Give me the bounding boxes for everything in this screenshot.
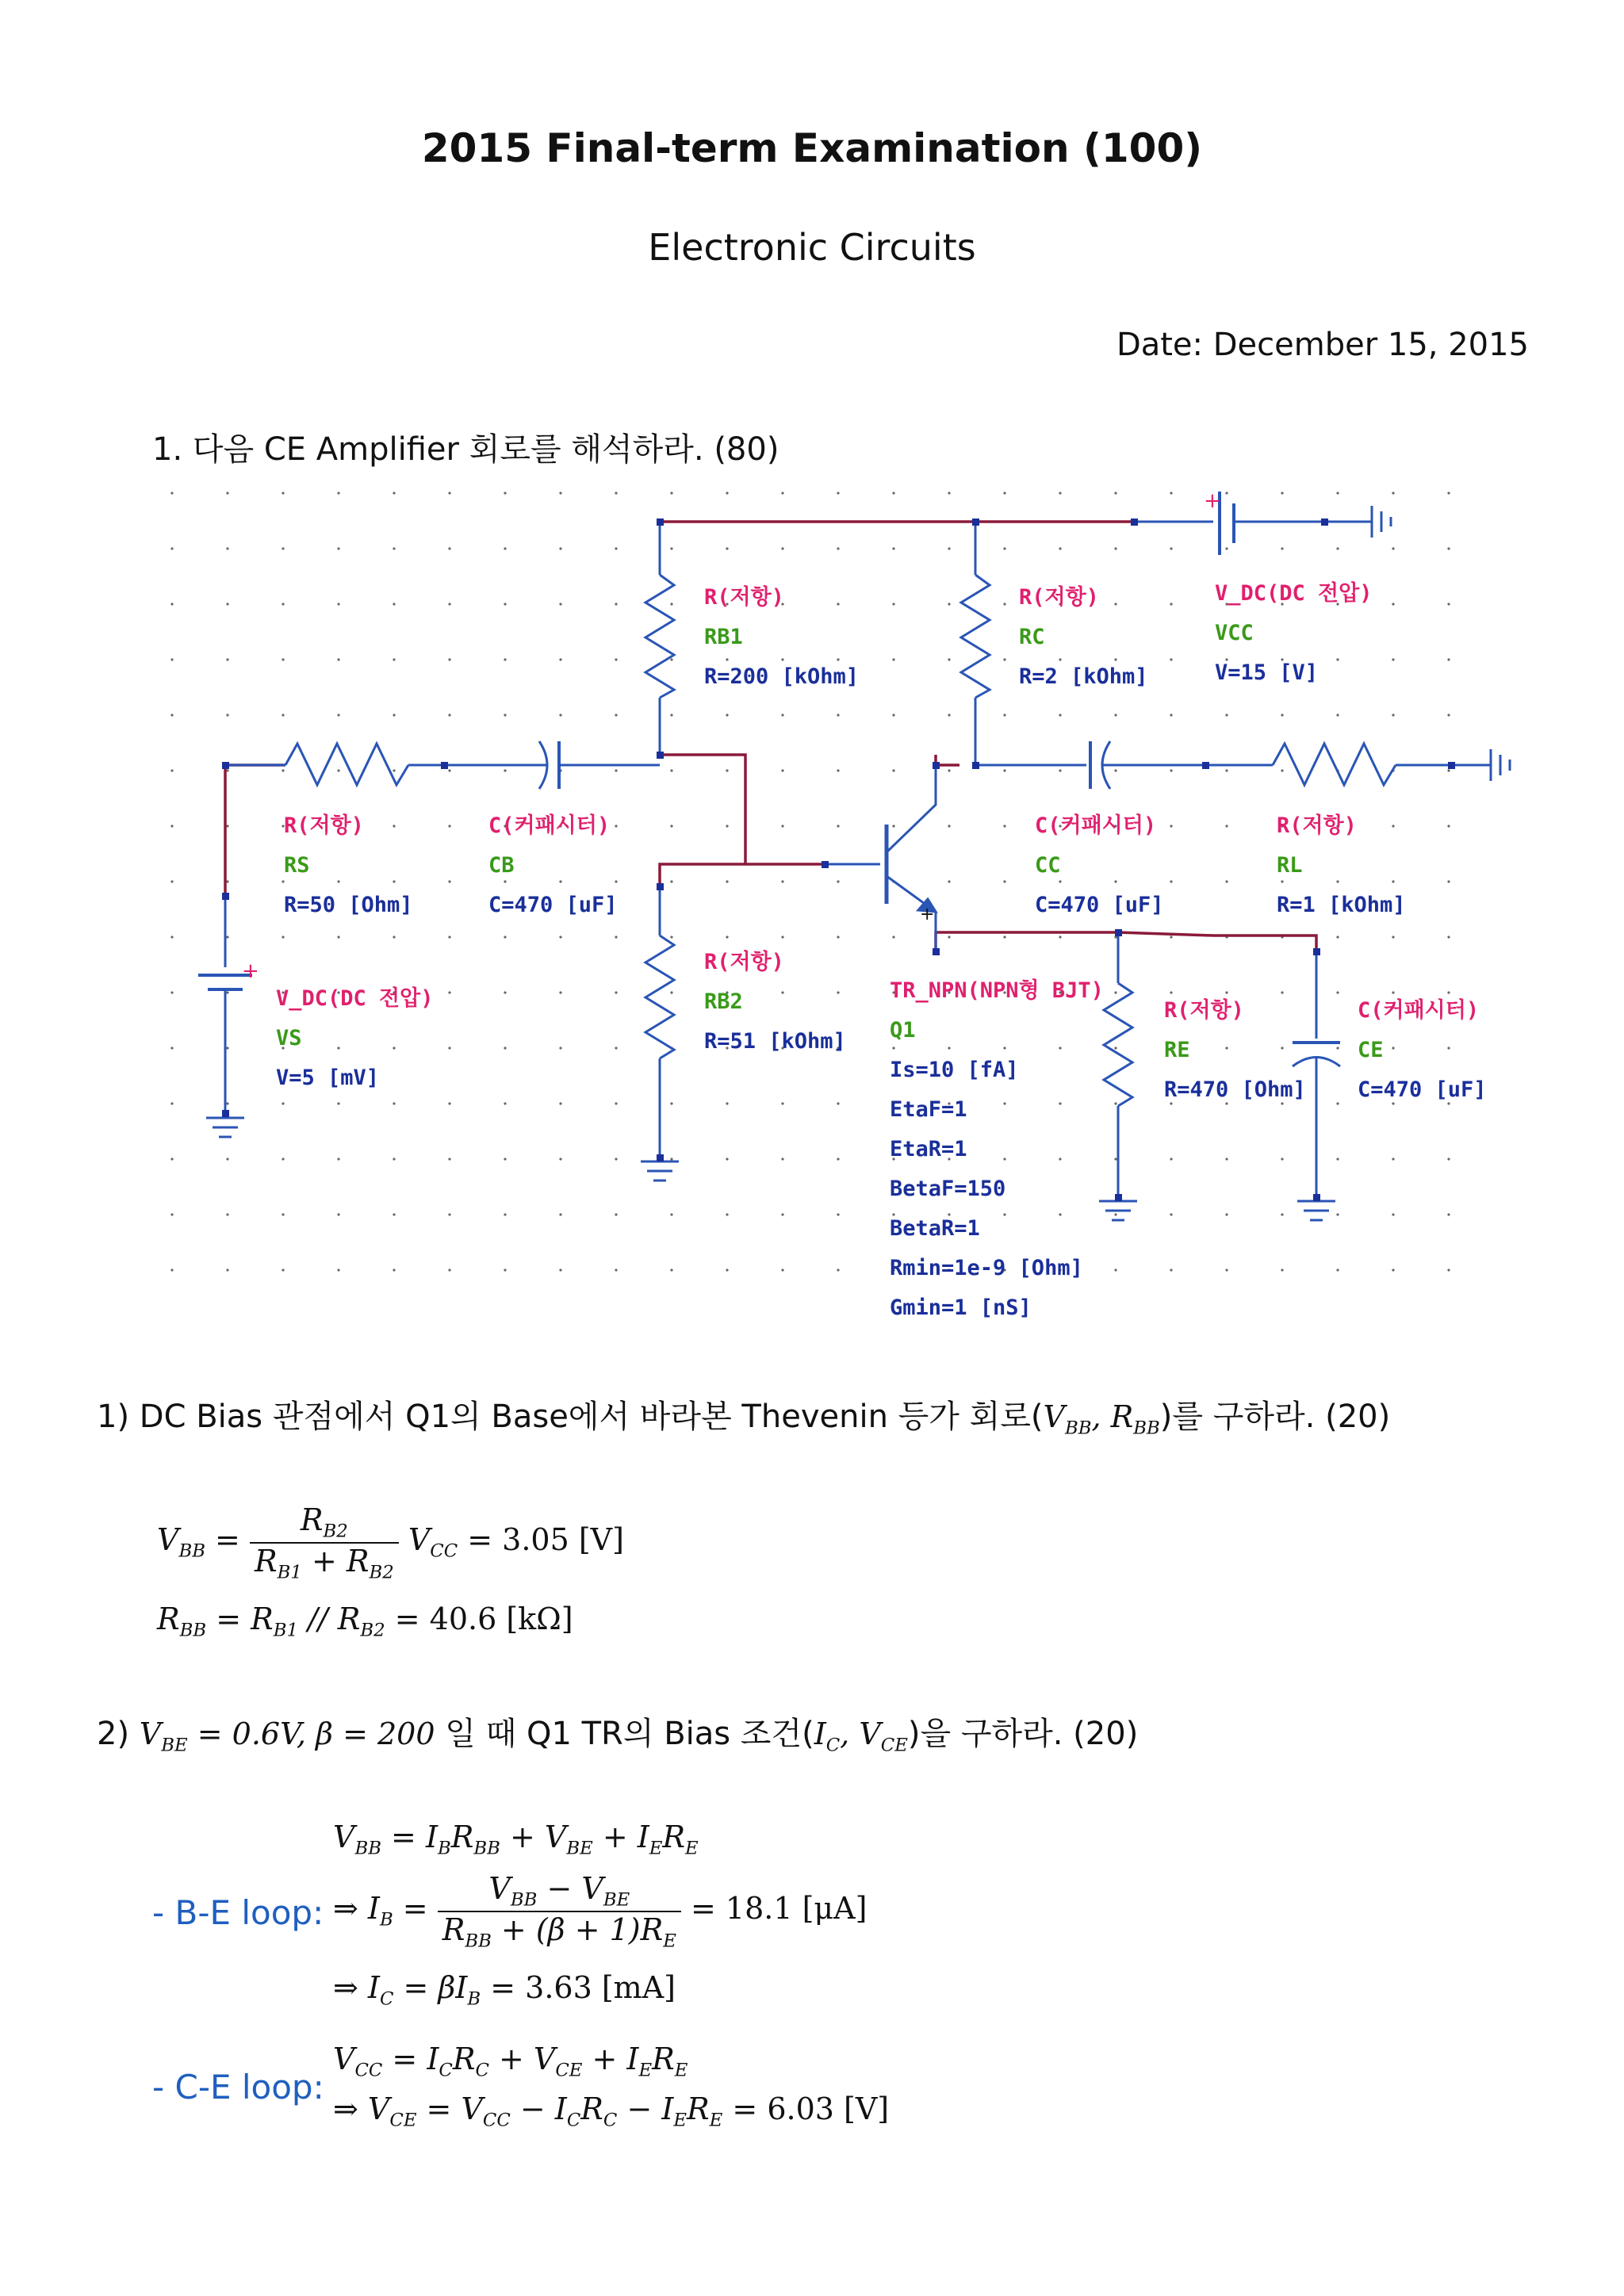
question-main: 1. 다음 CE Amplifier 회로를 해석하라. (80) [152,431,779,468]
question-1-vars: $V_{BB}$, $R_{BB}$ [1043,1399,1160,1439]
rc-value: R=2 [kOhm] [1019,664,1148,689]
ce-loop-eq2: ⇒ $V_{CE} = V_{CC} - I_CR_C - I_ER_E = 6.03$ [V] [333,2091,890,2131]
question-2-condition: $V_{BE} = 0.6V$, β = 200 [139,1716,435,1756]
cc-name: CC [1035,853,1061,878]
vcc-type: V_DC(DC 전압) [1215,581,1373,606]
cc-value: C=470 [uF] [1035,893,1164,917]
re-value: R=470 [Ohm] [1164,1077,1306,1102]
rbb-result: = 40.6 [kΩ] [394,1601,573,1636]
rb2-type: R(저항) [704,950,784,974]
rb1-value: R=200 [kOhm] [704,664,860,689]
vcc-name: VCC [1215,621,1254,645]
rl-type: R(저항) [1277,813,1357,838]
ce-name: CE [1358,1038,1384,1062]
ib-result: = 18.1 [μA] [691,1891,868,1927]
rs-name: RS [284,853,310,878]
rc-type: R(저항) [1019,585,1099,610]
q1-param: Rmin=1e-9 [Ohm] [890,1256,1083,1280]
cc-type: C(커패시터) [1035,813,1157,838]
question-2-text-b: 일 때 Q1 TR의 Bias 조건( [445,1716,814,1752]
page-title: 2015 Final-term Examination (100) [421,125,1203,171]
q1-type: TR_NPN(NPN형 BJT) [890,978,1104,1003]
rb2-value: R=51 [kOhm] [704,1029,846,1054]
page-subtitle: Electronic Circuits [648,226,976,269]
ce-type: C(커패시터) [1358,998,1480,1023]
question-1 [97,1391,1390,1439]
vs-value: V=5 [mV] [276,1066,380,1090]
ce-value: C=470 [uF] [1358,1077,1487,1102]
q1-name: Q1 [890,1018,916,1043]
re-type: R(저항) [1164,998,1244,1023]
be-loop-label: - B-E loop: [152,1893,324,1932]
rl-name: RL [1277,853,1303,878]
question-2-text-c: )을 구하라. (20) [907,1716,1139,1752]
q1-param: EtaR=1 [890,1137,967,1161]
q1-param: BetaR=1 [890,1216,980,1241]
vce-result: = 6.03 [V] [732,2091,890,2126]
vs-name: VS [276,1026,302,1050]
question-1-text-b: )를 구하라. (20) [1159,1399,1391,1435]
rbb-equation: $R_{BB} = R_{B1} // R_{B2} = 40.6$ [kΩ] [157,1601,573,1641]
svg-text:+: + [1204,489,1221,513]
q1-param: Is=10 [fA] [890,1058,1019,1082]
rc-name: RC [1019,625,1045,649]
rb2-name: RB2 [704,989,743,1014]
vbb-result: = 3.05 [V] [467,1522,624,1558]
rb1-type: R(저항) [704,585,784,610]
ce-loop-label: - C-E loop: [152,2068,324,2107]
q1-param: BetaF=150 [890,1177,1006,1201]
rs-value: R=50 [Ohm] [284,893,413,917]
q1-param: Gmin=1 [nS] [890,1295,1032,1320]
rb1-name: RB1 [704,625,743,649]
svg-text:+: + [920,905,935,924]
exam-date: Date: December 15, 2015 [1116,327,1529,363]
cb-value: C=470 [uF] [488,893,618,917]
be-loop-eq3: ⇒ $I_C = \beta I_B = 3.63$ [mA] [333,1970,676,2010]
rl-value: R=1 [kOhm] [1277,893,1406,917]
vcc-value: V=15 [V] [1215,660,1319,685]
ib-fraction: $\frac{V_{BB} - V_{BE}}{R_{BB} + (\beta + 1)R_E}$ [438,1871,681,1951]
vbb-equation: $V_{BB}$ = $\frac{R_{B2}}{R_{B1} + R_{B2}}$ $V_{CC} = 3.05$ [V] [157,1502,624,1583]
rs-type: R(저항) [284,813,364,838]
svg-text:+: + [242,959,259,983]
question-1-text-a: 1) DC Bias 관점에서 Q1의 Base에서 바라본 Thevenin 등가 회로( [97,1399,1044,1435]
question-2-number: 2) [97,1716,130,1752]
cb-name: CB [488,853,515,878]
question-2 [97,1709,1138,1756]
cb-type: C(커패시터) [488,813,611,838]
vbb-fraction: $\frac{R_{B2}}{R_{B1} + R_{B2}}$ [250,1502,399,1582]
ce-loop-eq1: $V_{CC} = I_CR_C + V_{CE} + I_ER_E$ [333,2042,688,2081]
question-2-vars: $I_C$, $V_{CE}$ [814,1716,908,1756]
be-loop-eq2: ⇒ $I_B$ = $\frac{V_{BB} - V_{BE}}{R_{BB} + (\beta + 1)R_E}$ = 18.1 [μA] [333,1871,868,1952]
re-name: RE [1164,1038,1190,1062]
be-loop-eq1: $V_{BB} = I_BR_{BB} + V_{BE} + I_ER_E$ [333,1820,699,1859]
q1-param: EtaF=1 [890,1097,967,1122]
vs-type: V_DC(DC 전압) [276,986,434,1011]
ic-result: = 3.63 [mA] [490,1970,676,2005]
